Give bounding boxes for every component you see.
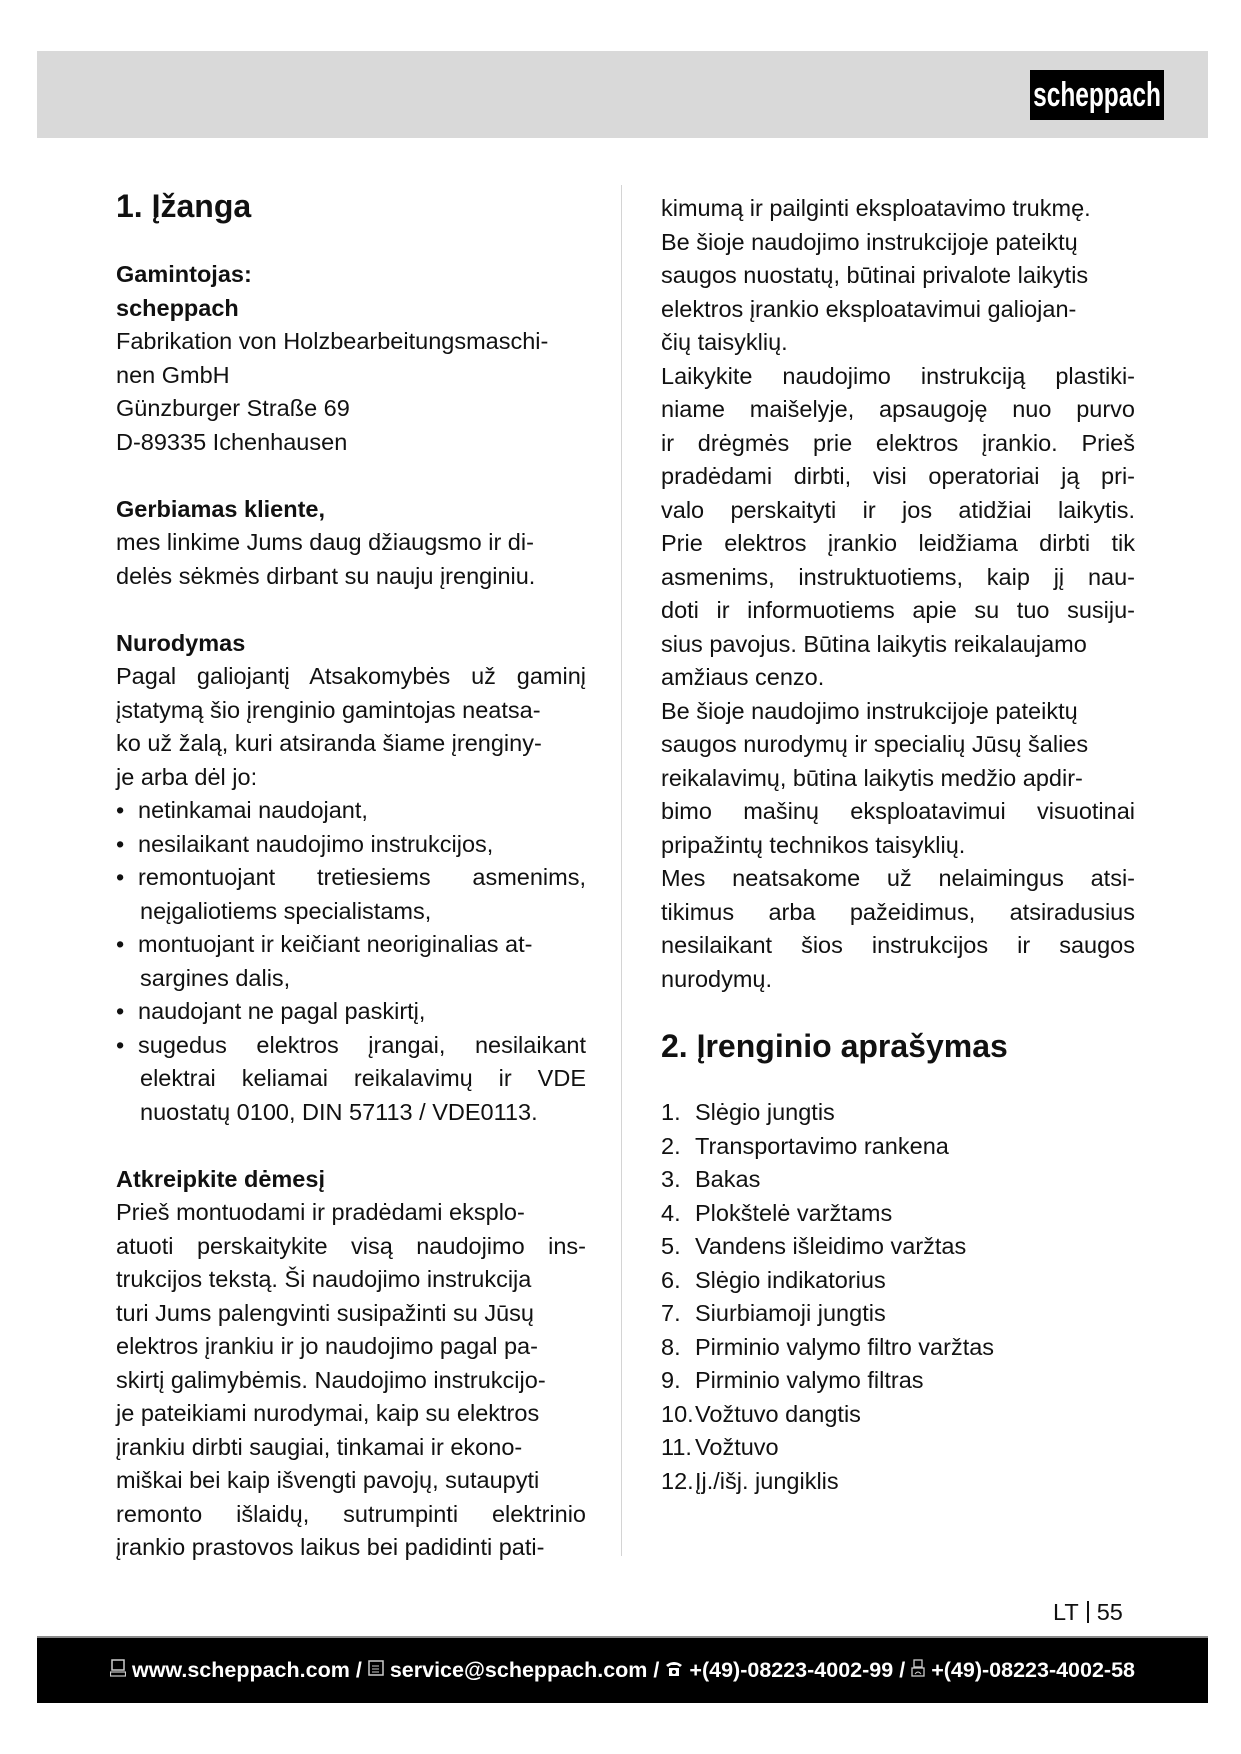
part-label: Vožtuvo <box>695 1434 779 1460</box>
text-line: delės sėkmės dirbant su nauju įrenginiu. <box>116 562 536 589</box>
footer-contact-bar <box>37 1636 1208 1703</box>
parts-list-item <box>661 1130 1135 1164</box>
parts-list-item <box>661 1163 1135 1197</box>
text-line: Mes neatsakome už nelaimingus atsi- <box>661 865 1135 891</box>
part-label: Įj./išj. jungiklis <box>695 1467 839 1494</box>
text-line: Fabrikation von Holzbearbeitungsmaschi- <box>116 328 549 354</box>
bullet-item <box>116 928 586 995</box>
bullet-item <box>116 794 586 828</box>
text-line: ko už žalą, kuri atsiranda šiame įrenginy- <box>116 730 542 756</box>
part-number: 4. <box>661 1199 681 1226</box>
left-column <box>116 185 586 1565</box>
parts-list-item <box>661 1197 1135 1231</box>
text-line: čių taisyklių. <box>661 329 788 355</box>
text-line: skirtį galimybėmis. Naudojimo instrukcijo- <box>116 1366 546 1393</box>
manufacturer-label: Gamintojas: <box>116 261 252 287</box>
text-line: įrankio prastovos laikus bei padidinti pati- <box>116 1534 545 1560</box>
text-line: doti ir informuotiems apie su tuo susiju- <box>661 597 1135 623</box>
part-number: 1. <box>661 1099 681 1125</box>
computer-icon <box>110 1658 126 1683</box>
bullet-icon: • <box>116 998 125 1024</box>
section-title-device-description: 2. Įrenginio aprašymas <box>661 1028 1008 1064</box>
fax-icon <box>911 1658 925 1683</box>
manufacturer-name: scheppach <box>116 294 239 321</box>
text-line: je arba dėl jo: <box>116 763 258 790</box>
parts-list-item <box>661 1297 1135 1331</box>
part-number: 2. <box>661 1132 681 1159</box>
text-line: bimo mašinų eksploatavimui visuotinai <box>661 798 1135 824</box>
parts-list-item <box>661 1331 1135 1365</box>
text-line: sargines dalis, <box>140 964 291 991</box>
text-line: je pateikiami nurodymai, kaip su elektros <box>116 1400 540 1426</box>
part-label: Pirminio valymo filtras <box>695 1367 924 1393</box>
blank-line <box>116 593 586 627</box>
bullet-icon: • <box>116 830 125 857</box>
bullet-icon: • <box>116 931 125 957</box>
page-language: LT <box>1053 1599 1079 1625</box>
footer-email-link[interactable]: service@scheppach.com <box>389 1658 648 1682</box>
page-number-separator <box>1087 1601 1089 1623</box>
part-number: 8. <box>661 1333 681 1360</box>
part-number: 12. <box>661 1467 694 1494</box>
text-line: sius pavojus. Būtina laikytis reikalaujamo <box>661 630 1087 657</box>
part-label: Slėgio indikatorius <box>695 1266 886 1293</box>
bullet-text <box>138 928 586 995</box>
bullet-item <box>116 828 586 862</box>
bullet-text <box>138 995 586 1029</box>
part-label: Siurbiamoji jungtis <box>695 1300 886 1326</box>
footer-separator: / <box>899 1658 906 1682</box>
part-label: Transportavimo rankena <box>695 1132 949 1159</box>
part-number: 3. <box>661 1166 681 1192</box>
logo-text: scheppach <box>1033 76 1161 115</box>
attention-label: Atkreipkite dėmesį <box>116 1165 325 1192</box>
footer-fax: +(49)-08223-4002-58 <box>931 1658 1136 1682</box>
text-line: įrankiu dirbti saugiai, tinkamai ir ekono- <box>116 1433 523 1460</box>
part-number: 7. <box>661 1300 681 1326</box>
bullet-icon: • <box>116 864 125 890</box>
text-line: kimumą ir pailginti eksploatavimo trukmę. <box>661 195 1091 221</box>
bullet-text <box>138 861 586 928</box>
mail-icon <box>368 1658 384 1683</box>
text-line: neįgaliotiems specialistams, <box>140 897 432 924</box>
text-line: Günzburger Straße 69 <box>116 395 350 421</box>
bullet-text <box>138 1029 586 1130</box>
bullet-text <box>138 828 586 862</box>
text-line: atuoti perskaitykite visą naudojimo ins- <box>116 1232 586 1259</box>
phone-icon <box>665 1658 683 1683</box>
footer-website-link[interactable]: www.scheppach.com <box>131 1658 350 1682</box>
text-line: miškai bei kaip išvengti pavojų, sutaupyti <box>116 1467 540 1493</box>
text-line: Laikykite naudojimo instrukciją plastiki- <box>661 362 1135 389</box>
text-line: elektros įrankio eksploatavimui galiojan- <box>661 295 1077 322</box>
text-line: netinkamai naudojant, <box>138 797 368 823</box>
text-line: nuostatų 0100, DIN 57113 / VDE0113. <box>140 1098 538 1125</box>
parts-list-item <box>661 1431 1135 1465</box>
note-label: Nurodymas <box>116 629 246 656</box>
bullet-item <box>116 861 586 928</box>
text-line: asmenims, instruktuotiems, kaip jį nau- <box>661 563 1135 590</box>
text-line: remontuojant tretiesiems asmenims, <box>138 864 586 890</box>
parts-list-item <box>661 1398 1135 1432</box>
footer-separator: / <box>355 1658 362 1682</box>
text-line: mes linkime Jums daug džiaugsmo ir di- <box>116 529 534 555</box>
parts-list-item <box>661 1465 1135 1499</box>
part-number: 10. <box>661 1400 694 1427</box>
parts-list-item <box>661 1096 1135 1130</box>
text-line: pradėdami dirbti, visi operatoriai ją pri- <box>661 463 1135 489</box>
text-line: valo perskaityti ir jos atidžiai laikytis. <box>661 496 1135 523</box>
text-line: amžiaus cenzo. <box>661 664 825 690</box>
text-line: remonto išlaidų, sutrumpinti elektrinio <box>116 1500 586 1527</box>
greeting-label: Gerbiamas kliente, <box>116 495 325 522</box>
bullet-item <box>116 995 586 1029</box>
text-line: nesilaikant naudojimo instrukcijos, <box>138 830 494 857</box>
page-number <box>1053 1596 1123 1629</box>
text-line: ir drėgmės prie elektros įrankio. Prieš <box>661 429 1135 456</box>
text-line: saugos nurodymų ir specialių Jūsų šalies <box>661 731 1089 757</box>
text-line: tikimus arba pažeidimus, atsiradusius <box>661 898 1135 925</box>
part-label: Bakas <box>695 1166 761 1192</box>
scheppach-logo <box>1030 70 1164 120</box>
parts-list-item <box>661 1264 1135 1298</box>
text-line: niame maišelyje, apsaugoję nuo purvo <box>661 396 1135 422</box>
text-line: saugos nuostatų, būtinai privalote laikytis <box>661 262 1089 288</box>
parts-list-item <box>661 1230 1135 1264</box>
page-number-value: 55 <box>1096 1599 1123 1625</box>
footer-separator: / <box>653 1658 660 1682</box>
text-line: įstatymą šio įrenginio gamintojas neatsa- <box>116 696 541 723</box>
bullet-text <box>138 794 586 828</box>
text-line: reikalavimų, būtina laikytis medžio apdir- <box>661 764 1083 791</box>
text-line: elektrai keliamai reikalavimų ir VDE <box>140 1065 586 1091</box>
part-label: Pirminio valymo filtro varžtas <box>695 1333 995 1360</box>
part-label: Vandens išleidimo varžtas <box>695 1233 967 1259</box>
part-number: 11. <box>661 1434 692 1460</box>
section-title-introduction: 1. Įžanga <box>116 188 252 224</box>
part-number: 6. <box>661 1266 681 1293</box>
text-line: trukcijos tekstą. Ši naudojimo instrukcija <box>116 1266 532 1292</box>
text-line: nen GmbH <box>116 361 230 388</box>
footer-phone: +(49)-08223-4002-99 <box>689 1658 894 1682</box>
bullet-icon: • <box>116 797 125 823</box>
parts-list-item <box>661 1364 1135 1398</box>
text-line: D-89335 Ichenhausen <box>116 428 348 455</box>
right-column <box>661 192 1135 1498</box>
column-divider <box>621 185 622 1556</box>
part-number: 5. <box>661 1233 681 1259</box>
text-line: Prieš montuodami ir pradėdami eksplo- <box>116 1199 525 1225</box>
text-line: Prie elektros įrankio leidžiama dirbti tik <box>661 530 1135 556</box>
part-number: 9. <box>661 1367 681 1393</box>
text-line: montuojant ir keičiant neoriginalias at- <box>138 931 533 957</box>
text-line: sugedus elektros įrangai, nesilaikant <box>138 1031 586 1058</box>
text-line: Be šioje naudojimo instrukcijoje pateiktų <box>661 697 1078 724</box>
blank-line <box>116 459 586 493</box>
bullet-item <box>116 1029 586 1130</box>
text-line: nurodymų. <box>661 965 773 992</box>
text-line: nesilaikant šios instrukcijos ir saugos <box>661 932 1135 958</box>
bullet-icon: • <box>116 1031 125 1058</box>
part-label: Vožtuvo dangtis <box>695 1400 861 1427</box>
text-line: pripažintų technikos taisyklių. <box>661 831 966 858</box>
text-line: Be šioje naudojimo instrukcijoje pateiktų <box>661 228 1078 255</box>
text-line: turi Jums palengvinti susipažinti su Jūsų <box>116 1299 534 1326</box>
text-line: Pagal galiojantį Atsakomybės už gaminį <box>116 663 586 689</box>
text-line: naudojant ne pagal paskirtį, <box>138 998 426 1024</box>
blank-line <box>116 1129 586 1163</box>
text-line: elektros įrankiu ir jo naudojimo pagal pa- <box>116 1333 538 1359</box>
part-label: Plokštelė varžtams <box>695 1199 893 1226</box>
part-label: Slėgio jungtis <box>695 1099 835 1125</box>
